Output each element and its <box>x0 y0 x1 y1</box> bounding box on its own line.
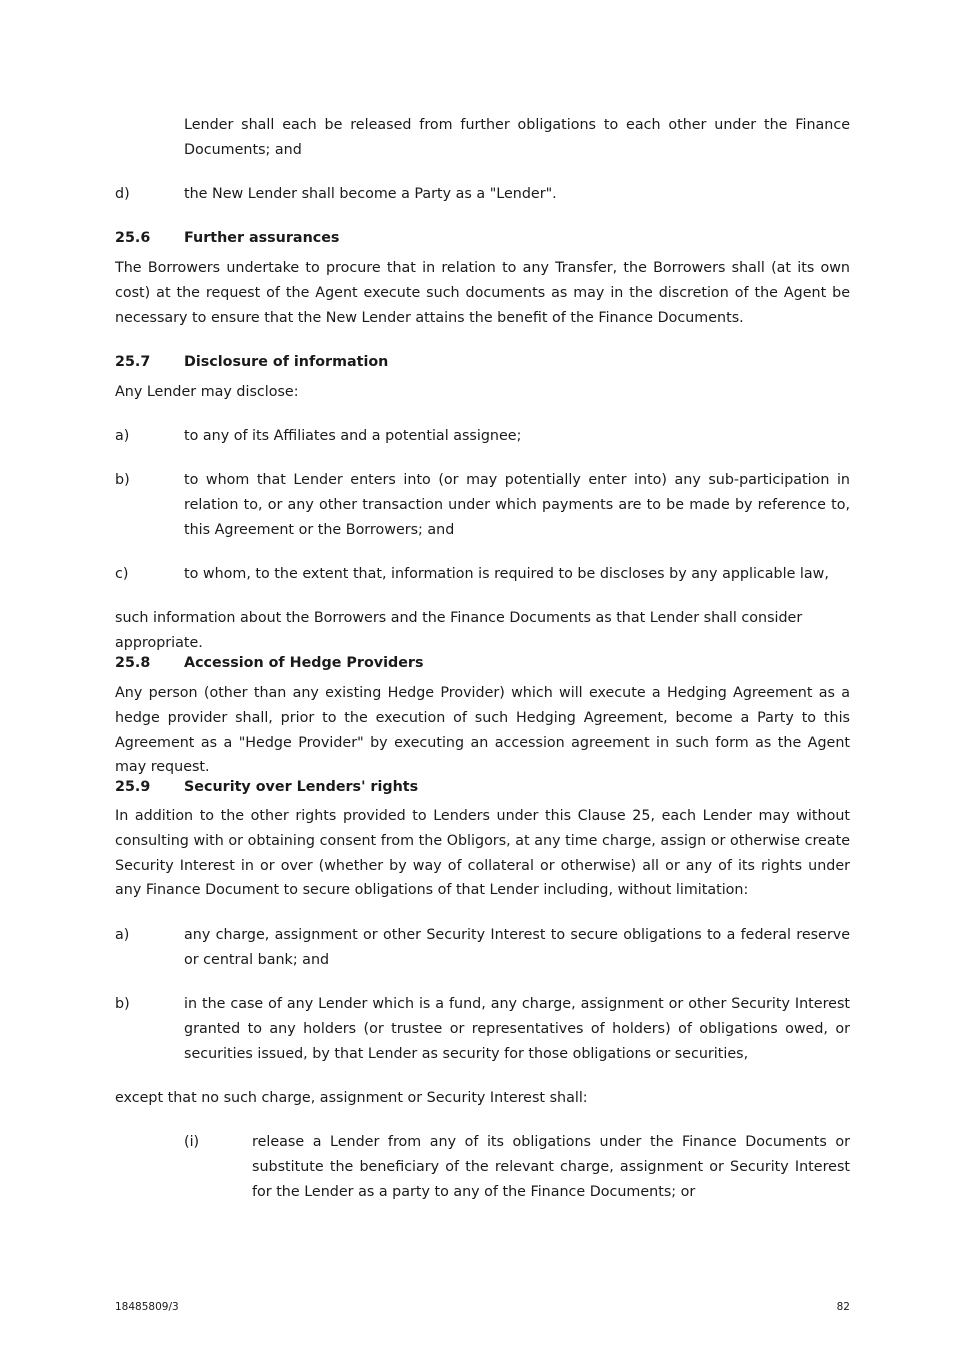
section-intro-25-7: Any Lender may disclose: <box>115 384 299 400</box>
except-paragraph: except that no such charge, assignment or Security Interest shall: <box>115 1090 588 1106</box>
section-closing-25-7: such information about the Borrowers and the Finance Documents as that Lender shall consider appropriate. <box>115 610 803 651</box>
list-label-b: b) <box>115 996 130 1012</box>
sublist-item-i: release a Lender from any of its obligations under the Finance Documents or substitute the beneficiary of the relevant charge, assignment or Security Interest for the Lender as a party to any of the Finance Documents; or <box>252 1134 850 1200</box>
section-title-25-8: Accession of Hedge Providers <box>184 655 424 671</box>
list-item-a: any charge, assignment or other Security Interest to secure obligations to a federal reserve or central bank; and <box>184 927 850 968</box>
section-title-25-6: Further assurances <box>184 230 340 246</box>
section-number-25-7: 25.7 <box>115 354 151 370</box>
continuation-paragraph: Lender shall each be released from further obligations to each other under the Finance Documents; and <box>184 117 850 158</box>
section-body-25-6: The Borrowers undertake to procure that in relation to any Transfer, the Borrowers shall (at its own cost) at the request of the Agent execute such documents as may in the discretion of the Agent be necessary to ensure that the New Lender attains the benefit of the Finance Documents. <box>115 260 850 326</box>
section-body-25-9: In addition to the other rights provided to Lenders under this Clause 25, each Lender may without consulting with or obtaining consent from the Obligors, at any time charge, assign or otherwise create Security Interest in or over (whether by way of collateral or otherwise) all or any of its rights under any Finance Document to secure obligations of that Lender including, without limitation: <box>115 808 850 899</box>
list-label-a: a) <box>115 428 130 444</box>
section-title-25-7: Disclosure of information <box>184 354 389 370</box>
list-label-b: b) <box>115 472 130 488</box>
list-item-b: to whom that Lender enters into (or may potentially enter into) any sub-participation in relation to, or any other transaction under which payments are to be made by reference to, this Agreement or the Borrowers; and <box>184 472 850 538</box>
section-body-25-8: Any person (other than any existing Hedge Provider) which will execute a Hedging Agreement as a hedge provider shall, prior to the execution of such Hedging Agreement, become a Party to this Agreement as a "Hedge Provider" by executing an accession agreement in such form as the Agent may request. <box>115 685 850 776</box>
list-label-c: c) <box>115 566 129 582</box>
list-item-b: in the case of any Lender which is a fund, any charge, assignment or other Security Interest granted to any holders (or trustee or representatives of holders) of obligations owed, or securities issued, by that Lender as security for those obligations or securities, <box>184 996 850 1062</box>
list-item-a: to any of its Affiliates and a potential assignee; <box>184 428 522 444</box>
list-label-d: d) <box>115 186 130 202</box>
sublist-label-i: (i) <box>184 1134 200 1150</box>
section-number-25-9: 25.9 <box>115 779 151 795</box>
list-item-d: the New Lender shall become a Party as a "Lender". <box>184 186 557 202</box>
footer-page-number: 82 <box>836 1301 850 1313</box>
section-title-25-9: Security over Lenders' rights <box>184 779 419 795</box>
list-item-c: to whom, to the extent that, information is required to be discloses by any applicable law, <box>184 566 829 582</box>
list-label-a: a) <box>115 927 130 943</box>
section-number-25-6: 25.6 <box>115 230 151 246</box>
footer-doc-ref: 18485809/3 <box>115 1301 179 1313</box>
section-number-25-8: 25.8 <box>115 655 151 671</box>
